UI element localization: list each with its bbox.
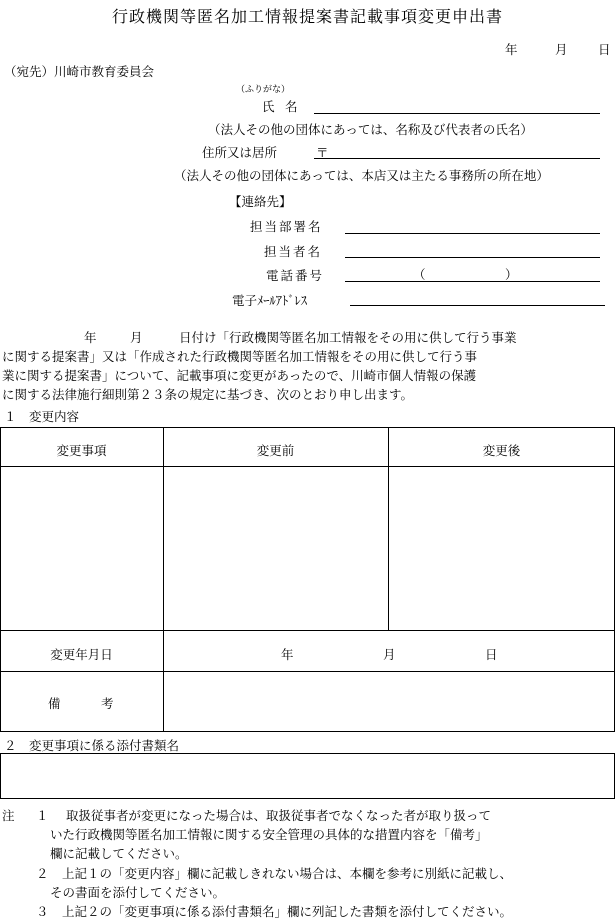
address-field-line[interactable] (314, 158, 600, 159)
document-title: 行政機関等匿名加工情報提案書記載事項変更申出書 (111, 7, 503, 26)
department-field-line[interactable] (345, 233, 600, 234)
email-label: 電子ﾒｰﾙｱﾄﾞﾚｽ (232, 293, 308, 308)
address-note: （法人その他の団体にあっては、本店又は主たる事務所の所在地） (174, 168, 549, 183)
table-body-divider (0, 630, 615, 631)
col-header-before: 変更前 (256, 443, 295, 458)
change-date-year: 年 (281, 647, 294, 662)
body-line-2: に関する提案書」又は「作成された行政機関等匿名加工情報をその用に供して行う事 (2, 349, 478, 364)
note1-line3: 欄に記載してください。 (50, 846, 188, 861)
furigana-label: （ふりがな） (236, 85, 291, 95)
phone-paren-open: （ (413, 267, 426, 282)
phone-field-line[interactable] (345, 281, 600, 282)
body-date-year: 年 (84, 330, 97, 345)
col-header-item: 変更事項 (56, 443, 107, 458)
change-date-label: 変更年月日 (50, 647, 113, 662)
table-header-divider (0, 466, 615, 467)
note1-line2: いた行政機関等匿名加工情報に関する安全管理の具体的な措置内容を「備考」 (50, 827, 488, 842)
note2-number: ２ (36, 866, 49, 881)
remarks-label-second: 考 (101, 696, 114, 711)
name-field-line[interactable] (314, 113, 600, 114)
person-label: 担当者名 (264, 244, 323, 259)
department-label: 担当部署名 (250, 219, 323, 234)
note1-number: １ (36, 808, 49, 823)
note3-number: ３ (36, 904, 49, 919)
body-line-4: に関する法律施行細則第２３条の規定に基づき、次のとおり申し出ます。 (2, 387, 414, 402)
person-field-line[interactable] (345, 257, 600, 258)
phone-label: 電話番号 (266, 268, 325, 283)
note2-line2: その書面を添付してください。 (50, 885, 226, 900)
email-field-line[interactable] (350, 305, 605, 306)
remarks-label-first: 備 (48, 696, 61, 711)
name-label-second: 名 (285, 99, 298, 114)
change-after-cell[interactable] (388, 566, 615, 616)
date-year-label: 年 (505, 42, 518, 57)
body-date-month: 月 (130, 330, 143, 345)
change-before-cell[interactable] (163, 566, 388, 616)
col-header-after: 変更後 (482, 443, 521, 458)
note2-line1: 上記１の「変更内容」欄に記載しきれない場合は、本欄を参考に別紙に記載し、 (62, 866, 513, 881)
body-line-1: 日付け「行政機関等匿名加工情報をその用に供して行う事業 (179, 330, 517, 345)
address-label: 住所又は居所 (202, 145, 278, 160)
date-month-label: 月 (555, 42, 568, 57)
change-date-day: 日 (485, 647, 498, 662)
notes-prefix: 注 (2, 808, 15, 823)
attachments-box[interactable] (0, 753, 615, 799)
body-line-3: 業に関する提案書」について、記載事項に変更があったので、川崎市個人情報の保護 (2, 368, 477, 383)
section1-heading: １ 変更内容 (4, 409, 80, 424)
addressee: （宛先）川崎市教育委員会 (4, 64, 155, 79)
table-date-divider (0, 671, 615, 672)
section2-heading: ２ 変更事項に係る添付書類名 (4, 738, 180, 753)
name-note: （法人その他の団体にあっては、名称及び代表者の氏名） (208, 122, 533, 137)
note1-line1: 取扱従事者が変更になった場合は、取扱従事者でなくなった者が取り扱って (66, 808, 492, 823)
phone-paren-close: ） (505, 267, 518, 282)
postal-mark: 〒 (316, 145, 329, 160)
name-label-first: 氏 (262, 99, 275, 114)
date-day-label: 日 (598, 42, 611, 57)
contact-heading: 【連絡先】 (229, 194, 292, 209)
change-date-month: 月 (383, 647, 396, 662)
note3-line1: 上記２の「変更事項に係る添付書類名」欄に列記した書類を添付してください。 (62, 904, 513, 919)
change-item-cell[interactable] (0, 566, 163, 616)
